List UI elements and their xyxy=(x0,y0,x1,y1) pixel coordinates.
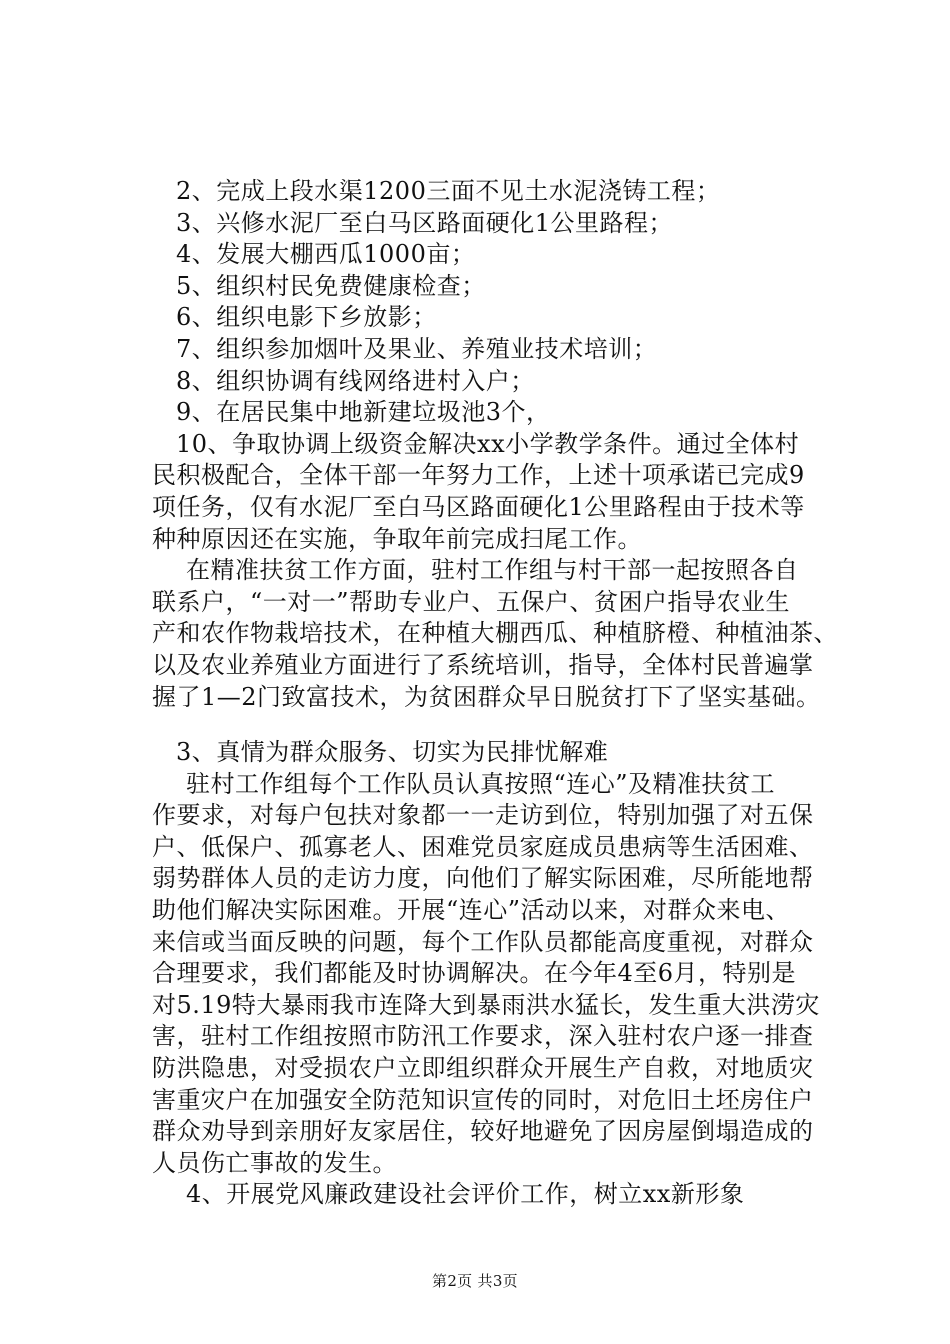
paragraph-line: 驻村工作组每个工作队员认真按照“连心”及精准扶贫工 xyxy=(186,769,776,798)
paragraph-service xyxy=(152,769,820,1180)
paragraph-line: 民积极配合，全体干部一年努力工作，上述十项承诺已完成9 xyxy=(152,461,805,490)
list-item: 9、在居民集中地新建垃圾池3个， xyxy=(176,398,551,427)
list-item: 7、组织参加烟叶及果业、养殖业技术培训； xyxy=(176,334,658,363)
list-item: 8、组织协调有线网络进村入户； xyxy=(176,366,535,395)
page-footer: 第2页 共3页 xyxy=(432,1272,518,1290)
paragraph-line: 来信或当面反映的问题，每个工作队员都能高度重视，对群众 xyxy=(152,927,814,956)
paragraph-line: 种种原因还在实施，争取年前完成扫尾工作。 xyxy=(152,524,642,553)
paragraph-line: 以及农业养殖业方面进行了系统培训，指导，全体村民普遍掌 xyxy=(152,650,814,679)
paragraph-line: 作要求，对每户包扶对象都一一走访到位，特别加强了对五保 xyxy=(152,801,814,830)
paragraph-line: 合理要求，我们都能及时协调解决。在今年4至6月，特别是 xyxy=(152,959,797,988)
list-item: 6、组织电影下乡放影； xyxy=(176,303,437,332)
document-body xyxy=(152,176,838,1211)
paragraph-line: 项任务，仅有水泥厂至白马区路面硬化1公里路程由于技术等 xyxy=(152,492,805,521)
paragraph-line: 10、争取协调上级资金解决xx小学教学条件。通过全体村 xyxy=(176,429,800,458)
list-item: 4、发展大棚西瓜1000亩； xyxy=(176,240,476,269)
paragraph-line: 助他们解决实际困难。开展“连心”活动以来，对群众来电、 xyxy=(152,896,791,925)
paragraph-completion xyxy=(152,429,805,555)
paragraph-line: 握了1—2门致富技术，为贫困群众早日脱贫打下了坚实基础。 xyxy=(152,682,821,711)
paragraph-line: 害，驻村工作组按照市防汛工作要求，深入驻村农户逐一排查 xyxy=(152,1022,814,1051)
section-heading-4: 4、开展党风廉政建设社会评价工作，树立xx新形象 xyxy=(186,1180,745,1209)
list-item: 2、完成上段水渠1200三面不见土水泥浇铸工程； xyxy=(176,177,721,205)
paragraph-line: 群众劝导到亲朋好友家居住，较好地避免了因房屋倒塌造成的 xyxy=(152,1117,814,1146)
paragraph-line: 害重灾户在加强安全防范知识宣传的同时，对危旧土坯房住户 xyxy=(152,1085,814,1114)
paragraph-line: 对5.19特大暴雨我市连降大到暴雨洪水猛长，发生重大洪涝灾 xyxy=(152,990,820,1019)
paragraph-line: 防洪隐患，对受损农户立即组织群众开展生产自救，对地质灾 xyxy=(152,1054,814,1083)
section-gap xyxy=(176,713,776,737)
paragraph-line: 弱势群体人员的走访力度，向他们了解实际困难，尽所能地帮 xyxy=(152,864,814,893)
list-item: 5、组织村民免费健康检查； xyxy=(176,271,486,300)
paragraph-line: 联系户，“一对一”帮助专业户、五保户、贫困户指导农业生 xyxy=(152,587,791,616)
commitment-list xyxy=(176,176,776,429)
list-item: 3、兴修水泥厂至白马区路面硬化1公里路程； xyxy=(176,208,674,237)
section-heading-3: 3、真情为群众服务、切实为民排忧解难 xyxy=(176,738,609,767)
paragraph-line: 产和农作物栽培技术，在种植大棚西瓜、种植脐橙、种植油茶、 xyxy=(152,619,838,648)
paragraph-line: 户、低保户、孤寡老人、困难党员家庭成员患病等生活困难、 xyxy=(152,832,814,861)
paragraph-line: 人员伤亡事故的发生。 xyxy=(152,1148,397,1177)
paragraph-line: 在精准扶贫工作方面，驻村工作组与村干部一起按照各自 xyxy=(186,556,799,585)
paragraph-poverty-alleviation xyxy=(152,555,838,713)
